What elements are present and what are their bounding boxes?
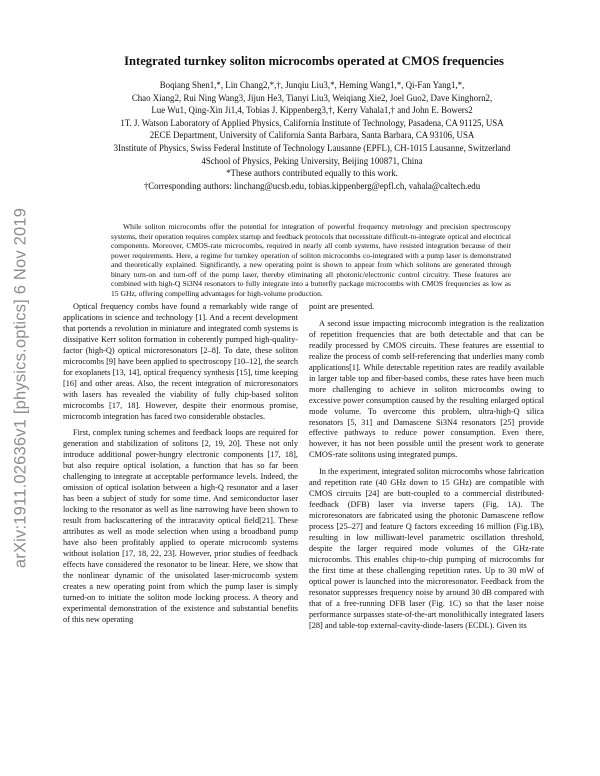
- affiliation: 4School of Physics, Peking University, Beijing 100871, China: [201, 155, 423, 166]
- author-line: Lue Wu1, Qing-Xin Ji1,4, Tobias J. Kippenberg3,†, Kerry Vahala1,† and John E. Bowers2: [151, 105, 473, 116]
- author-block: [62, 79, 562, 192]
- paper-title: Integrated turnkey soliton microcombs operated at CMOS frequencies: [124, 54, 504, 68]
- corresponding-authors: †Corresponding authors: linchang@ucsb.edu, tobias.kippenberg@epfl.ch, vahala@caltech.edu: [143, 180, 481, 191]
- body-paragraph: In the experiment, integrated soliton microcombs whose fabrication and repetition rate (40 GHz down to 15 GHz) are compatible with CMOS circuits [24] are butt-coupled to a commercial distributed-feedback (DFB) laser via inverse tapers (Fig. 1A). The microresonators are fabricated using the photonic Damascene reflow process [25–27] and feature Q factors exceeding 16 million (Fig.1B), resulting in low milliwatt-level parametric oscillation threshold, despite the larger required mode volumes of the GHz-rate microcombs. This enables chip-to-chip pumping of microcombs for the first time at these challenging repetition rates. Up to 30 mW of optical power is launched into the microresonator. Feedback from the resonator suppresses frequency noise by around 30 dB compared with that of a free-running DFB laser (Fig. 1C) so that the laser noise performance surpasses state-of-the-art monolithically integrated lasers [28] and table-top external-cavity-diode-lasers (ECDL). Given its: [309, 467, 544, 630]
- author-line: Boqiang Shen1,*, Lin Chang2,*,†, Junqiu Liu3,*, Heming Wang1,*, Qi-Fan Yang1,*,: [159, 80, 465, 90]
- right-column: [309, 302, 544, 638]
- affiliation: 2ECE Department, University of California Santa Barbara, Santa Barbara, CA 93106, USA: [149, 130, 475, 141]
- arxiv-identifier: [6, 188, 36, 588]
- body-paragraph: Optical frequency combs have found a remarkably wide range of applications in science and technology [1]. And a recent development that portends a revolution in miniature and integrated comb systems is dissipative Kerr soliton formation in coherently pumped high-quality-factor (high-Q) optical microresonators [2–8]. To date, these soliton microcombs [9] have been applied to spectroscopy [10–12], the search for exoplanets [13, 14], optical frequency synthesis [15], time keeping [16] and other areas. Also, the recent integration of microresonators with lasers has revealed the viability of fully chip-based soliton microcombs [17, 18]. However, despite their enormous promise, microcomb integration has faced two considerable obstacles.: [63, 302, 298, 421]
- arxiv-identifier-text: arXiv:1911.02636v1 [physics.optics] 6 Nov 2019: [11, 207, 30, 569]
- body-paragraph: First, complex tuning schemes and feedback loops are required for generation and stabilization of solitons [2, 19, 20]. These not only introduce additional power-hungry electronic components [17, 18], but also require optical isolation, a function that has so far been challenging to integrate at acceptable performance levels. Indeed, the omission of optical isolation between a high-Q resonator and a laser has been a subject of study for some time. And semiconductor laser locking to the resonator as well as line narrowing have been shown to result from backscattering of the intracavity optical field[21]. These attributes as well as mode selection when using a broadband pump have also been profitably applied to operate microcomb systems without isolation [17, 18, 22, 23]. However, prior studies of feedback effects have considered the resonator to be linear. Here, we show that the nonlinear dynamic of the unisolated laser-microcomb system creates a new operating point from which the pump laser is simply turned-on to initiate the soliton mode locking process. A theory and experimental demonstration of the existence and substantial benefits of this new operating: [63, 428, 298, 624]
- abstract: While soliton microcombs offer the potential for integration of powerful frequency metrology and precision spectroscopy systems, their operation requires complex startup and feedback protocols that necessitate difficult-to-integrate optical and electrical components. Moreover, CMOS-rate microcombs, required in nearly all comb systems, have resisted integration because of their power requirements. Here, a regime for turnkey operation of soliton microcombs co-integrated with a pump laser is demonstrated and theoretically explained. Significantly, a new operating point is shown to appear from which solitons are generated through binary turn-on and turn-off of the pump laser, thereby eliminating all photonic/electronic control circuitry. These features are combined with high-Q Si3N4 resonators to fully integrate into a butterfly package microcombs with CMOS frequencies as low as 15 GHz, offering compelling advantages for high-volume production.: [111, 222, 511, 298]
- body-paragraph: A second issue impacting microcomb integration is the realization of repetition frequencies that are both detectable and that can be readily processed by CMOS circuits. These features are essential to realize the process of comb self-referencing that underlies many comb applications[1]. While detectable repetition rates are readily available in larger table top and fiber-based combs, these rates have been much more challenging to achieve in soliton microcombs owing to excessive power consumption caused by the resulting enlarged optical mode volume. To overcome this problem, ultra-high-Q silica resonators [5, 31] and Damascene Si3N4 resonators [25] provide effective pathways to reduce power consumption. Even there, however, it has not been possible until the present work to generate CMOS-rate solitons using integrated pumps.: [309, 318, 544, 460]
- affiliation: 3Institute of Physics, Swiss Federal Institute of Technology Lausanne (EPFL), CH-1015 Lausanne, Switzerland: [113, 142, 511, 153]
- affiliation: 1T. J. Watson Laboratory of Applied Physics, California Institute of Technology, Pasadena, CA 91125, USA: [120, 117, 504, 128]
- equal-contribution-note: *These authors contributed equally to this work.: [226, 168, 398, 179]
- author-line: Chao Xiang2, Rui Ning Wang3, Jijun He3, Tianyi Liu3, Weiqiang Xie2, Joel Guo2, Dave Kinghorn2,: [131, 92, 493, 103]
- left-column: [63, 302, 298, 632]
- body-paragraph: point are presented.: [309, 302, 375, 311]
